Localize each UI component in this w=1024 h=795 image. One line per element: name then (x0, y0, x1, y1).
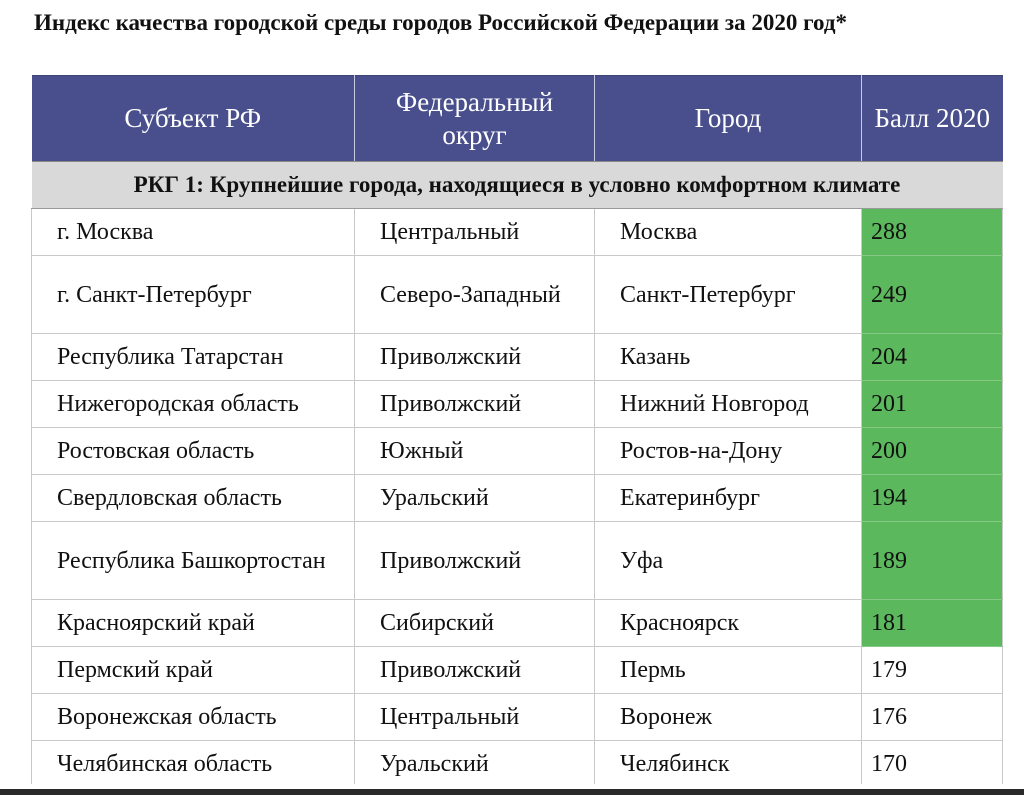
cell-city: Санкт-Петербург (595, 256, 862, 334)
cell-city: Ростов-на-Дону (595, 428, 862, 475)
cell-city: Воронеж (595, 694, 862, 741)
cell-subject: Красноярский край (32, 600, 355, 647)
cell-score: 200 (862, 428, 1003, 475)
city-index-table (31, 75, 1003, 788)
table-row (32, 428, 1003, 475)
table-row (32, 334, 1003, 381)
cell-score: 194 (862, 475, 1003, 522)
cell-city: Пермь (595, 647, 862, 694)
cell-score: 189 (862, 522, 1003, 600)
cell-district: Центральный (355, 694, 595, 741)
cell-score: 179 (862, 647, 1003, 694)
header-city: Город (595, 76, 862, 162)
cell-city: Нижний Новгород (595, 381, 862, 428)
table-row (32, 694, 1003, 741)
cell-subject: Республика Башкортостан (32, 522, 355, 600)
cell-district: Приволжский (355, 381, 595, 428)
cell-district: Уральский (355, 475, 595, 522)
table-row (32, 381, 1003, 428)
cell-city: Москва (595, 209, 862, 256)
header-subject: Субъект РФ (32, 76, 355, 162)
cell-district: Уральский (355, 741, 595, 788)
cell-district: Приволжский (355, 522, 595, 600)
table-row (32, 741, 1003, 788)
cell-city: Екатеринбург (595, 475, 862, 522)
cell-subject: г. Москва (32, 209, 355, 256)
cell-subject: Республика Татарстан (32, 334, 355, 381)
cell-subject: г. Санкт-Петербург (32, 256, 355, 334)
cell-subject: Пермский край (32, 647, 355, 694)
cell-subject: Воронежская область (32, 694, 355, 741)
cell-score: 170 (862, 741, 1003, 788)
table-row (32, 647, 1003, 694)
cell-district: Приволжский (355, 647, 595, 694)
cell-subject: Ростовская область (32, 428, 355, 475)
cell-district: Южный (355, 428, 595, 475)
cell-subject: Свердловская область (32, 475, 355, 522)
header-district: Федеральный округ (355, 76, 595, 162)
group-row (32, 162, 1003, 209)
group-label: РКГ 1: Крупнейшие города, находящиеся в условно комфортном климате (32, 162, 1003, 209)
cell-subject: Челябинская область (32, 741, 355, 788)
header-score: Балл 2020 (862, 76, 1003, 162)
cell-score: 201 (862, 381, 1003, 428)
window-bottom-edge (0, 789, 1024, 795)
cell-city: Челябинск (595, 741, 862, 788)
cell-score: 288 (862, 209, 1003, 256)
cell-score: 204 (862, 334, 1003, 381)
table-row (32, 600, 1003, 647)
page-title: Индекс качества городской среды городов Российской Федерации за 2020 год* (34, 10, 847, 35)
cell-district: Приволжский (355, 334, 595, 381)
cell-subject: Нижегородская область (32, 381, 355, 428)
table-row (32, 475, 1003, 522)
table-header-row (32, 76, 1003, 162)
cell-city: Красноярск (595, 600, 862, 647)
cell-district: Сибирский (355, 600, 595, 647)
cell-score: 249 (862, 256, 1003, 334)
table-row (32, 209, 1003, 256)
cell-city: Уфа (595, 522, 862, 600)
table-row (32, 256, 1003, 334)
table-row (32, 522, 1003, 600)
cell-city: Казань (595, 334, 862, 381)
cell-score: 176 (862, 694, 1003, 741)
cell-district: Северо-Западный (355, 256, 595, 334)
cell-district: Центральный (355, 209, 595, 256)
cell-score: 181 (862, 600, 1003, 647)
